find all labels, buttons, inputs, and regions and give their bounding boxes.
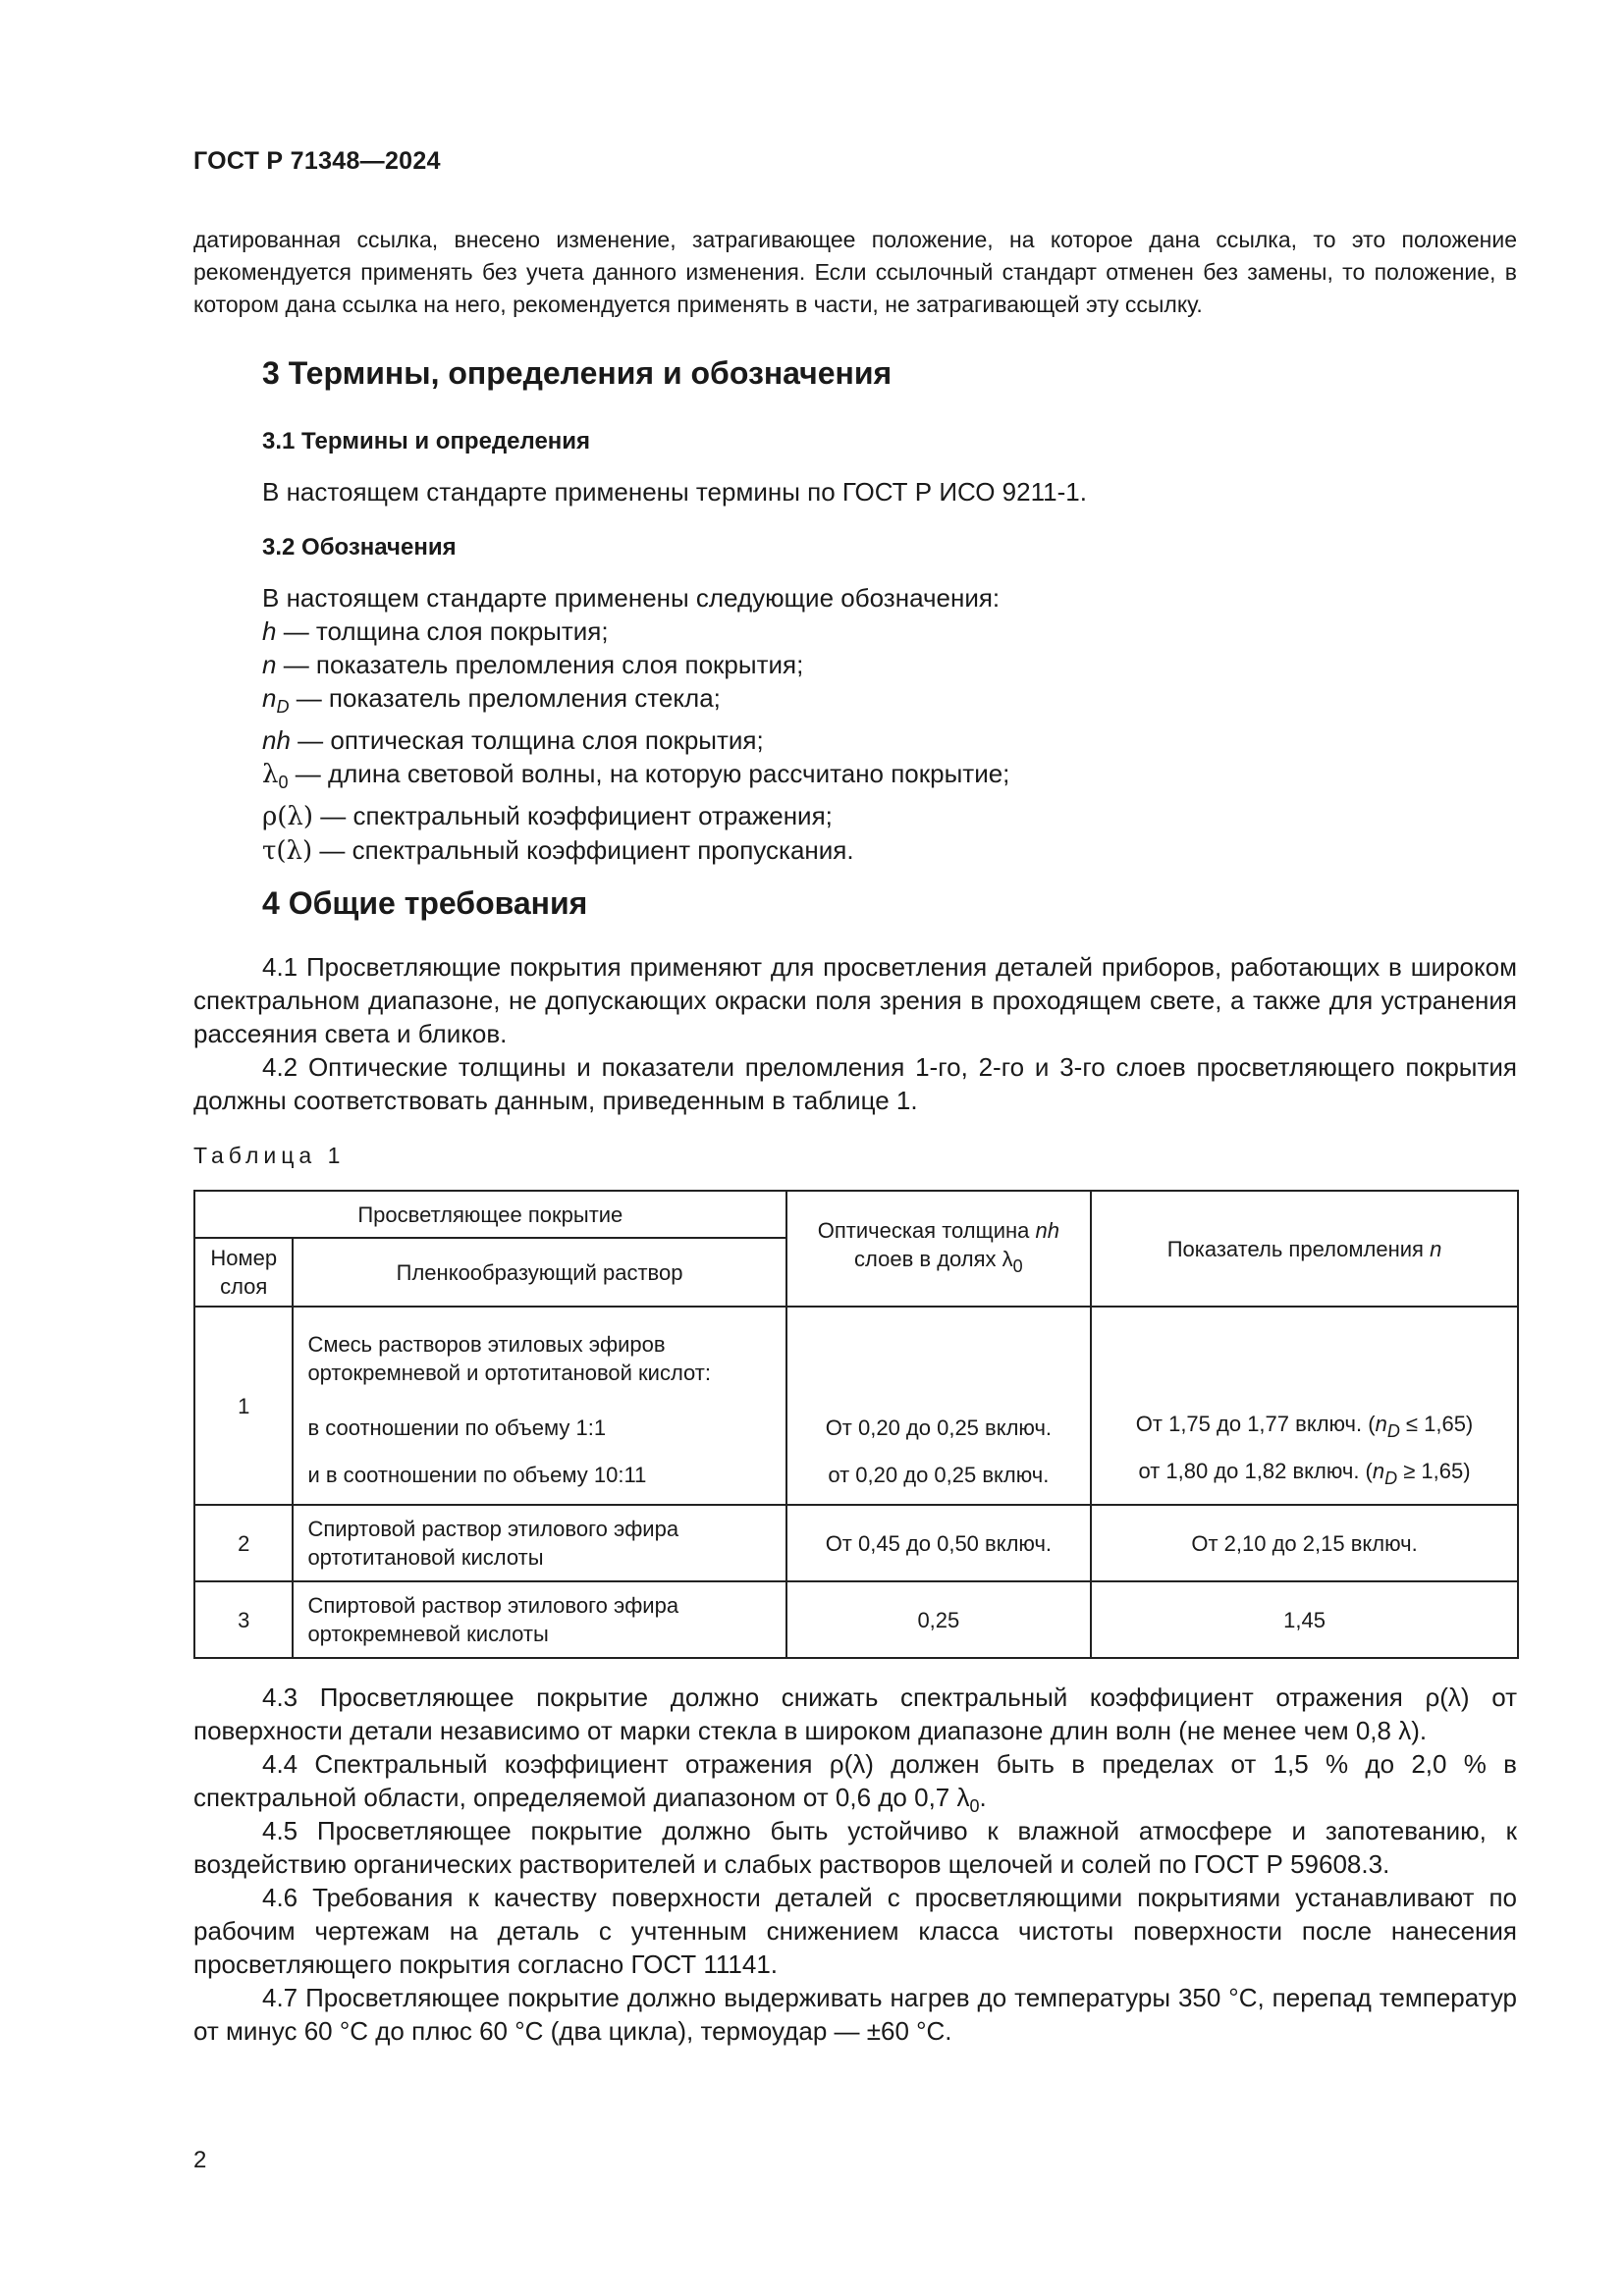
subsection-3-1-heading: 3.1 Термины и определения <box>262 428 591 454</box>
symbol-item: τ(λ) — спектральный коэффициент пропускания. <box>262 835 854 866</box>
table-1 <box>193 1190 1519 1659</box>
layer-number-cell: 1 <box>194 1307 293 1505</box>
symbol-item: n — показатель преломления слоя покрытия; <box>262 650 804 679</box>
intro-paragraph: датированная ссылка, внесено изменение, затрагивающее положение, на которое дана ссылка, то это положение рекомендуется применять без учета данного изменения. Если ссылочный стандарт отменен без замены, то положение, в котором дана ссылка на него, рекомендуется применять в части, не затрагивающей эту ссылку. <box>193 227 1517 317</box>
table-header-layer-number: Номер слоя <box>194 1238 293 1307</box>
section-4-heading: 4 Общие требования <box>262 885 588 921</box>
paragraph-4-6: 4.6 Требования к качеству поверхности деталей с просветляющими покрытиями устанавливают по рабочим чертежам на деталь с учтенным снижением класса чистоты поверхности после нанесения просветляющего покрытия согласно ГОСТ 11141. <box>193 1883 1517 1979</box>
solution-cell: Спиртовой раствор этилового эфира ортокремневой кислоты <box>293 1581 785 1658</box>
refractive-index-cell: От 1,75 до 1,77 включ. $(n_D \le 1,65)$ от 1,80 до 1,82 включ. $(n_D \ge 1,65)$ <box>1091 1307 1518 1505</box>
table-header-coating: Просветляющее покрытие <box>194 1191 786 1238</box>
table-row <box>194 1505 1518 1581</box>
table-caption: Таблица 1 <box>193 1143 346 1168</box>
paragraph-4-5: 4.5 Просветляющее покрытие должно быть устойчиво к влажной атмосфере и запотеванию, к воздействию органических растворителей и слабых растворов щелочей и солей по ГОСТ Р 59608.3. <box>193 1816 1517 1879</box>
document-code: ГОСТ Р 71348—2024 <box>193 147 441 175</box>
table-header-optical-thickness: Оптическая толщина nh слоев в долях $\lambda_0$ <box>786 1191 1091 1307</box>
refractive-index-cell: От 2,10 до 2,15 включ. <box>1091 1505 1518 1581</box>
symbol-item: ρ(λ) — спектральный коэффициент отражения; <box>262 801 833 831</box>
page-number: 2 <box>193 2147 207 2173</box>
solution-cell: Спиртовой раствор этилового эфира ортотитановой кислоты <box>293 1505 785 1581</box>
paragraph-4-1: 4.1 Просветляющие покрытия применяют для просветления деталей приборов, работающих в широком спектральном диапазоне, не допускающих окраски поля зрения в проходящем свете, а также для устранения рассеяния света и бликов. <box>193 952 1517 1048</box>
symbols-list <box>262 581 1009 868</box>
optical-thickness-cell: 0,25 <box>786 1581 1091 1658</box>
table-row <box>194 1581 1518 1658</box>
layer-number-cell: 2 <box>194 1505 293 1581</box>
section-3-heading: 3 Термины, определения и обозначения <box>262 355 893 391</box>
symbol-item: $n_D$ — показатель преломления стекла; <box>262 683 721 717</box>
layer-number-cell: 3 <box>194 1581 293 1658</box>
symbol-item: nh — оптическая толщина слоя покрытия; <box>262 725 764 755</box>
symbol-item: $\lambda_0$ — длина световой волны, на которую рассчитано покрытие; <box>262 759 1010 792</box>
optical-thickness-cell: От 0,45 до 0,50 включ. <box>786 1505 1091 1581</box>
paragraph-4-2: 4.2 Оптические толщины и показатели преломления 1-го, 2-го и 3-го слоев просветляющего покрытия должны соответствовать данным, приведенным в таблице 1. <box>193 1052 1517 1115</box>
table-header-refractive-index: Показатель преломления n <box>1091 1191 1518 1307</box>
paragraph-4-3: 4.3 Просветляющее покрытие должно снижать спектральный коэффициент отражения ρ(λ) от поверхности детали независимо от марки стекла в широком диапазоне длин волн (не менее чем 0,8 λ). <box>193 1682 1517 1745</box>
symbol-item: h — толщина слоя покрытия; <box>262 616 609 646</box>
solution-cell: Смесь растворов этиловых эфиров ортокремневой и ортотитановой кислот: в соотношении по объему 1:1 и в соотношении по объему 10:11 <box>293 1307 785 1505</box>
paragraph-4-4: 4.4 Спектральный коэффициент отражения ρ(λ) должен быть в пределах от 1,5 % до 2,0 % в спектральной области, определяемой диапазоном от 0,6 до 0,7 $\lambda_0$. <box>193 1749 1517 1816</box>
subsection-3-1-text: В настоящем стандарте применены термины по ГОСТ Р ИСО 9211-1. <box>262 477 1087 507</box>
optical-thickness-cell: От 0,20 до 0,25 включ. от 0,20 до 0,25 включ. <box>786 1307 1091 1505</box>
table-row <box>194 1307 1518 1505</box>
symbols-intro: В настоящем стандарте применены следующие обозначения: <box>262 583 1001 613</box>
refractive-index-cell: 1,45 <box>1091 1581 1518 1658</box>
subsection-3-2-heading: 3.2 Обозначения <box>262 534 457 561</box>
table-header-solution: Пленкообразующий раствор <box>293 1238 785 1307</box>
paragraph-4-7: 4.7 Просветляющее покрытие должно выдерживать нагрев до температуры 350 °С, перепад температур от минус 60 °С до плюс 60 °С (два цикла), термоудар — ±60 °С. <box>193 1983 1517 2046</box>
